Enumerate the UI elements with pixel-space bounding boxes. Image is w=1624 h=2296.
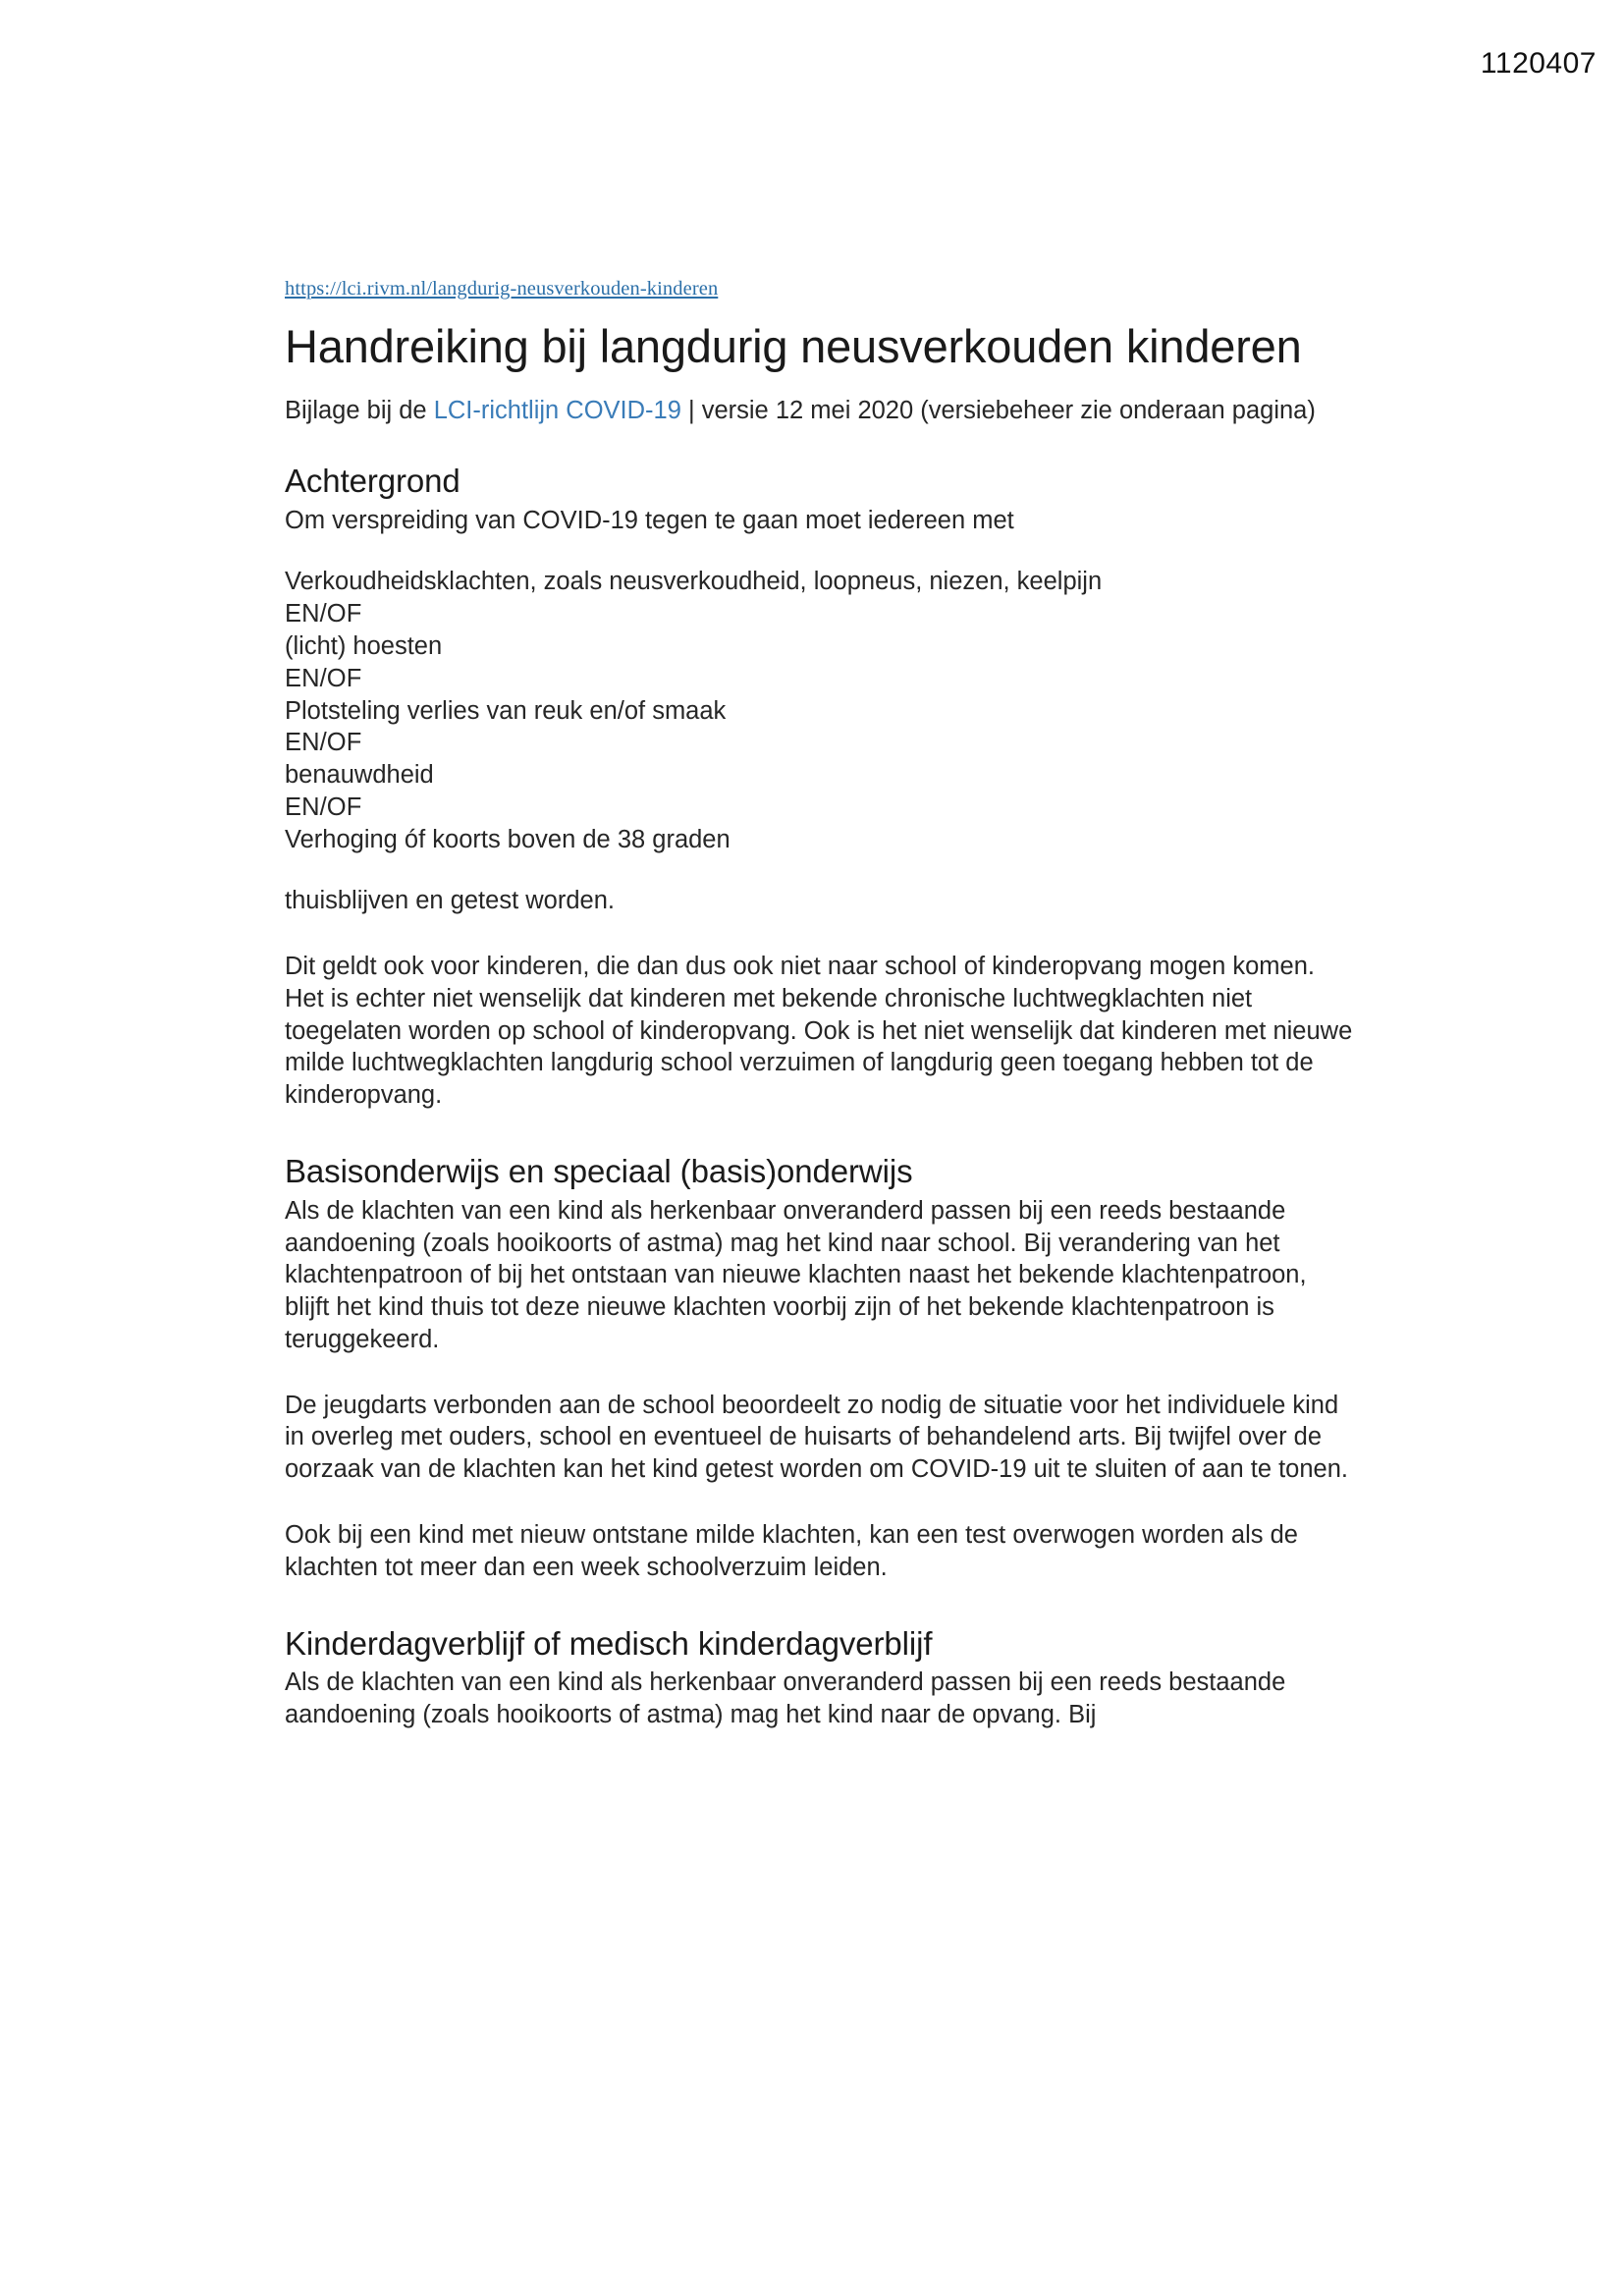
achtergrond-closing: thuisblijven en getest worden. [285, 887, 615, 915]
spacer [285, 1486, 1355, 1519]
kinderdagverblijf-paragraph-1: Als de klachten van een kind als herkenbaar onveranderd passen bij een reeds bestaande aandoening (zoals hooikoorts of astma) mag het kind naar de opvang. Bij [285, 1668, 1286, 1729]
list-item: EN/OF [285, 729, 362, 757]
list-item: Plotsteling verlies van reuk en/of smaak [285, 696, 727, 725]
subtitle-prefix: Bijlage bij de [285, 397, 434, 425]
spacer [285, 536, 1355, 566]
spacer [285, 855, 1355, 885]
list-item: EN/OF [285, 600, 362, 629]
list-item: (licht) hoesten [285, 632, 443, 660]
subtitle-suffix: versie 12 mei 2020 (versiebeheer zie onderaan pagina) [701, 397, 1316, 425]
list-item: EN/OF [285, 664, 362, 692]
page-number: 1120407 [1480, 47, 1597, 80]
spacer [285, 1356, 1355, 1390]
list-item: Verhoging óf koorts boven de 38 graden [285, 825, 731, 853]
section-heading-kinderdagverblijf: Kinderdagverblijf of medisch kinderdagverblijf [285, 1624, 933, 1662]
spacer [285, 917, 1355, 951]
basisonderwijs-paragraph-1: Als de klachten van een kind als herkenbaar onveranderd passen bij een reeds bestaande aandoening (zoals hooikoorts of astma) mag het kind naar school. Bij verandering van het klachtenpatroon of bij het ontstaan van nieuwe klachten naast het bekende klachtenpatroon, blijft het kind thuis tot deze nieuwe klachten voorbij zijn of het bekende klachtenpatroon is teruggekeerd. [285, 1196, 1307, 1353]
basisonderwijs-paragraph-3: Ook bij een kind met nieuw ontstane milde klachten, kan een test overwogen worden als de klachten tot meer dan een week schoolverzuim leiden. [285, 1521, 1298, 1581]
section-heading-achtergrond: Achtergrond [285, 462, 460, 499]
list-item: Verkoudheidsklachten, zoals neusverkoudheid, loopneus, niezen, keelpijn [285, 568, 1103, 596]
basisonderwijs-paragraph-2: De jeugdarts verbonden aan de school beoordeelt zo nodig de situatie voor het individuele kind in overleg met ouders, school en eventueel de huisarts of behandelend arts. Bij twijfel over de oorzaak van de klachten kan het kind getest worden om COVID-19 uit te sluiten of aan te tonen. [285, 1391, 1348, 1484]
subtitle-separator: | [680, 397, 702, 425]
document-subtitle [285, 395, 1355, 427]
page-title: Handreiking bij langdurig neusverkouden kinderen [285, 319, 1302, 372]
spacer [285, 1584, 1355, 1625]
spacer [285, 1112, 1355, 1153]
document-content [285, 277, 1355, 1731]
achtergrond-paragraph: Dit geldt ook voor kinderen, die dan dus ook niet naar school of kinderopvang mogen komen. Het is echter niet wenselijk dat kinderen met bekende chronische luchtwegklachten niet toegelaten worden op school of kinderopvang. Ook is het niet wenselijk dat kinderen met nieuwe milde luchtwegklachten langdurig school verzuimen of langdurig geen toegang hebben tot de kinderopvang. [285, 953, 1353, 1110]
list-item: benauwdheid [285, 761, 434, 790]
section-heading-basisonderwijs: Basisonderwijs en speciaal (basis)onderwijs [285, 1152, 913, 1189]
list-item: EN/OF [285, 793, 362, 821]
symptom-list [285, 566, 1355, 855]
lci-guideline-link[interactable]: LCI-richtlijn COVID-19 [433, 397, 681, 425]
achtergrond-intro: Om verspreiding van COVID-19 tegen te gaan moet iedereen met [285, 506, 1014, 534]
source-url-link[interactable]: https://lci.rivm.nl/langdurig-neusverkouden-kinderen [285, 278, 719, 300]
